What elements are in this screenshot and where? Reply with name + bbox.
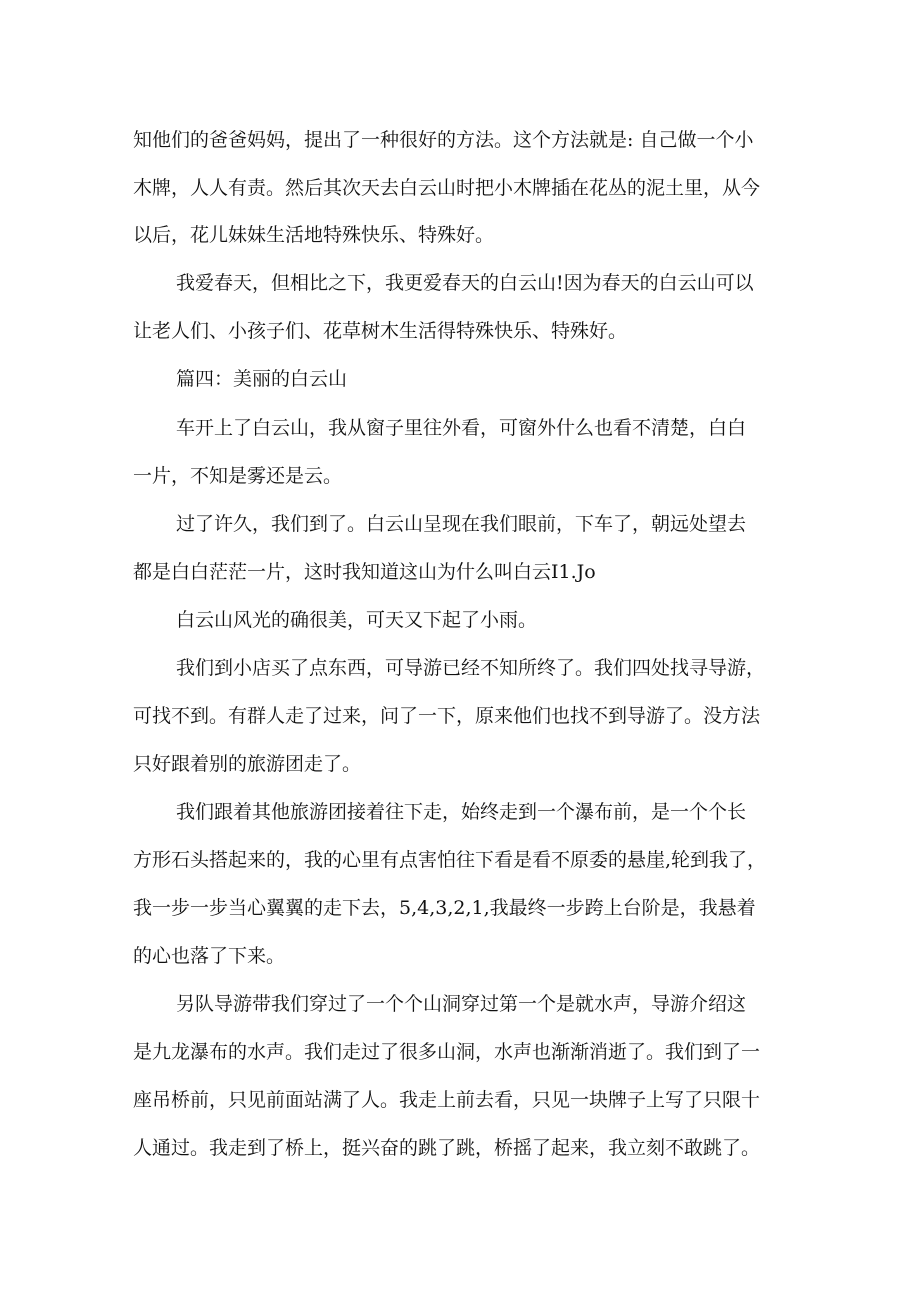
text-line: 白云山风光的确很美，可天又下起了小雨。: [176, 609, 538, 631]
text-line: 我们跟着其他旅游团接着往下走，始终走到一个瀑布前，是一个个长: [176, 801, 747, 823]
text-line: 方形石头搭起来的，我的心里有点害怕往下看是看不原委的悬崖,轮到我了，: [133, 849, 767, 871]
text-line: 座吊桥前，只见前面站满了人。我走上前去看，只见一块牌子上写了只限十: [133, 1089, 761, 1111]
text-line: 让老人们、小孩子们、花草树木生活得特殊快乐、特殊好。: [133, 320, 628, 342]
text-line: 我一步一步当心翼翼的走下去，5,4,3,2,1,我最终一步跨上台阶是，我悬着: [133, 897, 756, 919]
text-line: 可找不到。有群人走了过来，问了一下，原来他们也找不到导游了。没方法: [133, 705, 761, 727]
text-line: 只好跟着别的旅游团走了。: [133, 753, 362, 775]
text-line: 一片，不知是雾还是云。: [133, 465, 343, 487]
text-line: 另队导游带我们穿过了一个个山洞穿过第一个是就水声，导游介绍这: [176, 993, 747, 1015]
text-line: 木牌，人人有责。然后其次天去白云山时把小木牌插在花丛的泥土里，从今: [133, 177, 761, 199]
text-line: 是九龙瀑布的水声。我们走过了很多山洞，水声也渐渐消逝了。我们到了一: [133, 1041, 761, 1063]
text-line: 都是白白茫茫一片，这时我知道这山为什么叫白云I1.Jo: [133, 561, 596, 583]
section-heading: 篇四：美丽的白云山: [176, 368, 348, 390]
text-line: 人通过。我走到了桥上，挺兴奋的跳了跳，桥摇了起来，我立刻不敢跳了。: [133, 1137, 761, 1159]
text-line: 以后，花儿妹妹生活地特殊快乐、特殊好。: [133, 224, 495, 246]
text-line: 过了许久，我们到了。白云山呈现在我们眼前，下车了，朝远处望去: [176, 513, 747, 535]
text-line: 的心也落了下来。: [133, 945, 286, 967]
text-line: 我们到小店买了点东西，可导游已经不知所终了。我们四处找寻导游，: [176, 657, 766, 679]
text-line: 知他们的爸爸妈妈，提出了一种很好的方法。这个方法就是: 自己做一个小: [133, 129, 754, 151]
text-line: 车开上了白云山，我从窗子里往外看，可窗外什么也看不清楚，白白: [176, 417, 747, 439]
text-line: 我爱春天，但相比之下，我更爱春天的白云山!因为春天的白云山可以: [176, 272, 754, 294]
